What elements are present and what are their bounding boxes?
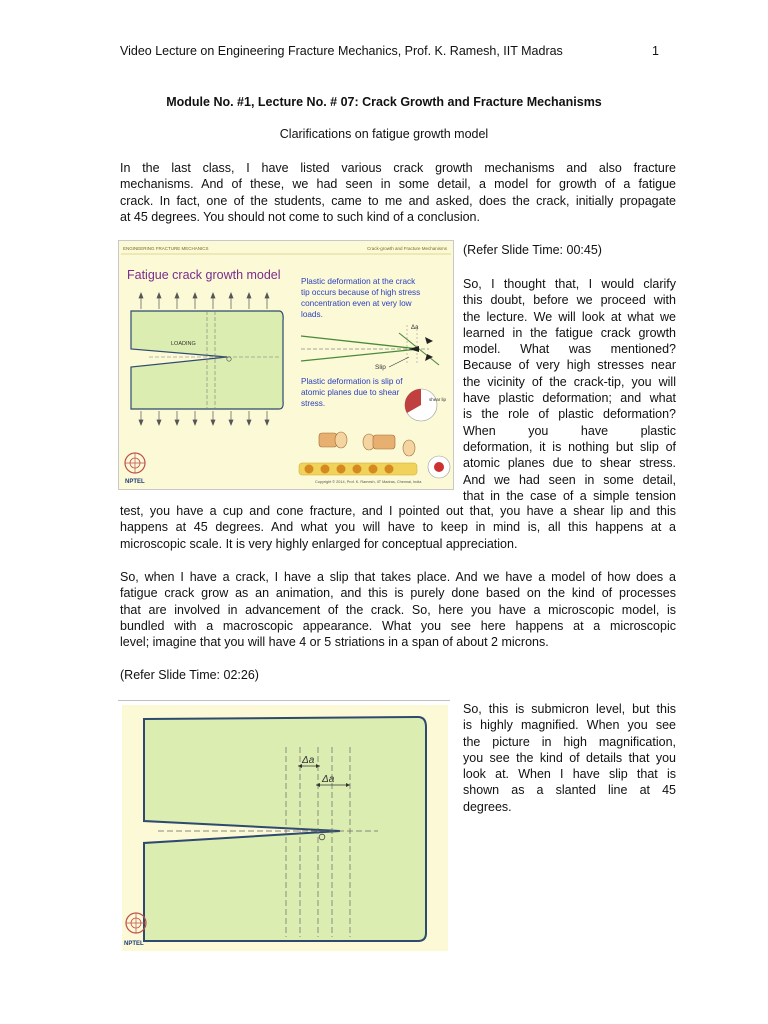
delta-a-label-2: Δa bbox=[322, 774, 335, 785]
paragraph-3-line: So, when I have a crack, I have a slip that takes place. And we have a model of how does a bbox=[120, 570, 676, 584]
paragraph-2-line: this doubt, before we proceed with bbox=[463, 293, 676, 308]
paragraph-1-line: In the last class, I have listed various crack growth mechanisms and also fracture bbox=[120, 161, 676, 175]
pause-button[interactable] bbox=[305, 465, 314, 474]
paragraph-3-line: level; imagine that you will have 4 or 5 striations in a span of about 2 microns. bbox=[120, 635, 549, 650]
previous-button[interactable] bbox=[321, 465, 330, 474]
record-icon bbox=[434, 462, 444, 472]
module-title: Module No. #1, Lecture No. # 07: Crack Growth and Fracture Mechanisms bbox=[166, 95, 602, 109]
paragraph-2-line: When you have plastic bbox=[463, 423, 676, 438]
paragraph-2-line: So, I thought that, I would clarify bbox=[463, 277, 676, 291]
paragraph-3-line: bundled with a macroscopic appearance. What you see here happens at a microscopic bbox=[120, 618, 676, 633]
paragraph-3 bbox=[120, 569, 676, 650]
loading-label: LOADING bbox=[171, 341, 196, 347]
nptel-label: NPTEL bbox=[125, 479, 145, 485]
paragraph-2-line: atomic planes due to shear stress. bbox=[463, 456, 676, 471]
slide-magnified-crack bbox=[118, 700, 450, 953]
paragraph-4-line: the picture in high magnification, bbox=[463, 734, 676, 749]
refer-slide-time-1: (Refer Slide Time: 00:45) bbox=[463, 243, 602, 257]
slide-1-graphic bbox=[119, 241, 453, 489]
paragraph-4-line: is highly magnified. When you see bbox=[463, 718, 676, 733]
paragraph-1-line: crack. In fact, one of the students, came to me and asked, does the crack, initially propagate bbox=[120, 193, 676, 208]
paragraph-1-line: at 45 degrees. You should not come to such kind of a conclusion. bbox=[120, 209, 480, 224]
slide-1-text-line: Plastic deformation is slip of bbox=[301, 377, 403, 386]
paragraph-2-line: Because of very high stresses near bbox=[463, 358, 676, 373]
paragraph-4-line: shown as a slanted line at 45 bbox=[463, 783, 676, 798]
paragraph-4-line: you see the kind of details that you bbox=[463, 750, 676, 765]
paragraph-2-line: is the role of plastic deformation? bbox=[463, 407, 676, 422]
paragraph-2-line: the vicinity of the crack-tip, you will bbox=[463, 374, 676, 389]
slide-1-text-line: concentration even at very low bbox=[301, 299, 412, 308]
page-number: 1 bbox=[652, 44, 659, 58]
slide-1-header-left: ENGINEERING FRACTURE MECHANICS bbox=[123, 246, 209, 251]
paragraph-3-line: that are involved in advancement of the crack. So, here you have a microscopic model, is bbox=[120, 602, 676, 617]
slide-1-copyright: Copyright © 2014, Prof. K. Ramesh, IIT Madras, Chennai, India bbox=[315, 480, 422, 484]
paragraph-2-line: the lecture. We will look at what we bbox=[463, 309, 676, 324]
slide-1-text-line: Plastic deformation at the crack bbox=[301, 277, 416, 286]
slide-1-text-line: loads. bbox=[301, 310, 323, 319]
header-title: Video Lecture on Engineering Fracture Mechanics, Prof. K. Ramesh, IIT Madras bbox=[120, 44, 563, 58]
paragraph-2-line: test, you have a cup and cone fracture, and I pointed out that, you have a shear lip and this bbox=[120, 504, 676, 518]
next-button[interactable] bbox=[369, 465, 378, 474]
paragraph-4 bbox=[463, 701, 676, 815]
slide-fatigue-crack-growth bbox=[118, 240, 454, 490]
paragraph-4-line: look at. When I have slip that is bbox=[463, 767, 676, 782]
paragraph-2-line: happens at 45 degrees. And what you will have to keep in mind is, all this happens at a bbox=[120, 520, 676, 535]
slip-label: Slip bbox=[375, 364, 386, 371]
paragraph-3-line: fatigue crack grow as an animation, and this is purely done based on the kind of processes bbox=[120, 586, 676, 601]
shear-lip-label: shear lip bbox=[429, 397, 447, 402]
paragraph-4-line: degrees. bbox=[463, 799, 512, 814]
fast-forward-button[interactable] bbox=[353, 465, 362, 474]
end-button[interactable] bbox=[385, 465, 394, 474]
paragraph-2-line: deformation, it is nothing but slip of bbox=[463, 439, 676, 454]
delta-a-label-1: Δa bbox=[302, 755, 315, 766]
paragraph-2-line: microscopic scale. It is very highly enlarged for conceptual appreciation. bbox=[120, 536, 518, 551]
paragraph-2-line: model. What was mentioned? bbox=[463, 342, 676, 357]
paragraph-2-line: that in the case of a simple tension bbox=[463, 488, 676, 503]
delta-a-label: Δa bbox=[411, 325, 419, 331]
slide-1-header-right: Crack-growth and Fracture Mechanisms bbox=[366, 246, 447, 251]
paragraph-1-line: mechanisms. And of these, we had seen in some detail, a model for growth of a fatigue bbox=[120, 177, 676, 192]
slide-1-text-line: stress. bbox=[301, 399, 326, 408]
nptel-label-2: NPTEL bbox=[124, 941, 144, 947]
slide-1-text-line: atomic planes due to shear bbox=[301, 388, 400, 397]
paragraph-2-full bbox=[120, 503, 676, 552]
slide-2-graphic bbox=[118, 701, 450, 953]
paragraph-2-line: And we had seen in some detail, bbox=[463, 472, 676, 487]
slide-1-title: Fatigue crack growth model bbox=[127, 268, 281, 282]
paragraph-1 bbox=[120, 160, 676, 225]
section-title: Clarifications on fatigue growth model bbox=[279, 127, 489, 141]
paragraph-2-line: have plastic deformation; and what bbox=[463, 391, 676, 406]
refer-slide-time-2: (Refer Slide Time: 02:26) bbox=[120, 668, 259, 682]
slide-1-text-line: tip occurs because of high stress bbox=[301, 288, 421, 297]
rewind-button[interactable] bbox=[337, 465, 346, 474]
paragraph-2-side bbox=[463, 276, 676, 504]
paragraph-4-line: So, this is submicron level, but this bbox=[463, 702, 676, 716]
paragraph-2-line: learned in the fatigue crack growth bbox=[463, 325, 676, 340]
